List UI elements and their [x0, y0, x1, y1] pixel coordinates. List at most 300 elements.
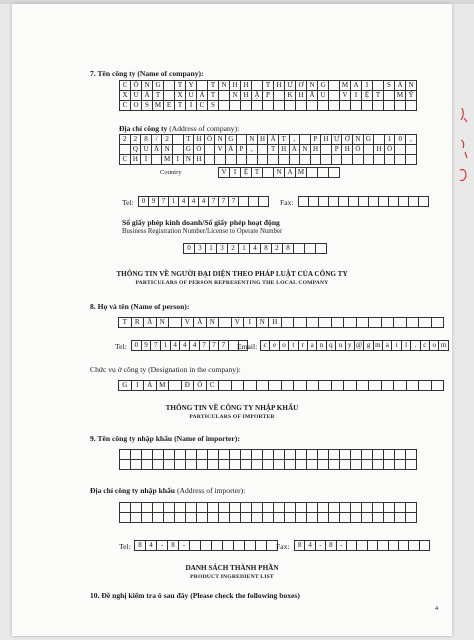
char-box[interactable]: Ậ	[152, 145, 163, 155]
char-box[interactable]	[205, 145, 216, 155]
char-box[interactable]: 4	[199, 197, 209, 207]
char-box[interactable]	[201, 541, 212, 551]
char-box[interactable]	[406, 460, 417, 470]
char-box[interactable]	[319, 197, 329, 207]
char-box[interactable]: 4	[305, 541, 315, 551]
char-box[interactable]	[318, 450, 329, 460]
char-box[interactable]	[296, 503, 307, 513]
char-box[interactable]	[305, 244, 316, 254]
char-box[interactable]: H	[269, 318, 282, 328]
char-box[interactable]	[357, 541, 367, 551]
char-box[interactable]	[344, 381, 357, 391]
char-box[interactable]	[329, 513, 340, 523]
char-box[interactable]: n	[317, 341, 326, 351]
char-box[interactable]	[173, 145, 184, 155]
char-box[interactable]: N	[215, 135, 226, 145]
char-box[interactable]	[153, 460, 164, 470]
char-box[interactable]: H	[279, 145, 290, 155]
char-box[interactable]: S	[384, 81, 395, 91]
char-box[interactable]: Ấ	[268, 135, 279, 145]
char-box[interactable]: 7	[200, 341, 210, 351]
char-box[interactable]: 2	[131, 135, 142, 145]
char-box[interactable]	[384, 503, 395, 513]
char-box[interactable]	[307, 381, 320, 391]
char-box[interactable]	[373, 101, 384, 111]
char-box[interactable]	[230, 460, 241, 470]
char-box[interactable]	[285, 503, 296, 513]
char-box[interactable]	[406, 513, 417, 523]
char-box[interactable]: U	[131, 91, 142, 101]
char-box[interactable]: M	[162, 155, 173, 165]
char-box[interactable]	[219, 91, 230, 101]
char-box[interactable]	[407, 318, 420, 328]
char-box[interactable]: c	[421, 341, 430, 351]
char-box[interactable]: o	[280, 341, 289, 351]
char-box[interactable]: T	[175, 81, 186, 91]
char-box[interactable]	[406, 155, 417, 165]
char-box[interactable]	[385, 155, 396, 165]
char-box[interactable]: Ồ	[385, 145, 396, 155]
char-box[interactable]	[237, 135, 248, 145]
char-box[interactable]: ,	[406, 135, 417, 145]
char-box[interactable]	[351, 513, 362, 523]
char-box[interactable]	[296, 460, 307, 470]
char-box[interactable]: a	[383, 341, 392, 351]
char-box[interactable]: Ố	[353, 145, 364, 155]
char-box[interactable]	[263, 503, 274, 513]
char-box[interactable]: N	[274, 168, 285, 178]
country-field[interactable]	[218, 167, 340, 178]
char-box[interactable]: 7	[151, 341, 161, 351]
char-box[interactable]	[353, 155, 364, 165]
char-box[interactable]	[153, 503, 164, 513]
char-box[interactable]	[186, 513, 197, 523]
char-box[interactable]	[175, 460, 186, 470]
char-box[interactable]	[399, 541, 409, 551]
char-box[interactable]	[186, 460, 197, 470]
char-box[interactable]	[351, 101, 362, 111]
char-box[interactable]: H	[131, 155, 142, 165]
char-box[interactable]: Đ	[182, 381, 195, 391]
char-box[interactable]	[329, 168, 340, 178]
char-box[interactable]	[169, 381, 182, 391]
char-box[interactable]	[379, 197, 389, 207]
char-box[interactable]	[259, 197, 269, 207]
char-box[interactable]: C	[197, 101, 208, 111]
char-box[interactable]: N	[353, 135, 364, 145]
char-box[interactable]	[190, 541, 201, 551]
char-box[interactable]: Ệ	[241, 168, 252, 178]
char-box[interactable]: Ư	[285, 81, 296, 91]
company-fax-field[interactable]	[298, 196, 429, 207]
char-box[interactable]: G	[119, 381, 132, 391]
char-box[interactable]	[419, 381, 432, 391]
char-box[interactable]	[285, 513, 296, 523]
char-box[interactable]	[120, 513, 131, 523]
char-box[interactable]	[357, 381, 370, 391]
char-box[interactable]: 8	[326, 541, 336, 551]
char-box[interactable]	[351, 450, 362, 460]
char-box[interactable]: g	[364, 341, 373, 351]
char-box[interactable]	[329, 503, 340, 513]
char-box[interactable]	[219, 318, 232, 328]
char-box[interactable]: m	[374, 341, 383, 351]
char-box[interactable]: 8	[261, 244, 272, 254]
char-box[interactable]	[230, 450, 241, 460]
char-box[interactable]	[263, 101, 274, 111]
char-box[interactable]	[219, 513, 230, 523]
char-box[interactable]: Ă	[194, 318, 207, 328]
char-box[interactable]: I	[351, 91, 362, 101]
company-tel-field[interactable]	[138, 196, 269, 207]
char-box[interactable]	[219, 450, 230, 460]
char-box[interactable]: 2	[272, 244, 283, 254]
char-box[interactable]: -	[157, 541, 168, 551]
char-box[interactable]: 4	[189, 197, 199, 207]
char-box[interactable]: 4	[179, 197, 189, 207]
char-box[interactable]: H	[374, 145, 385, 155]
char-box[interactable]	[219, 503, 230, 513]
char-box[interactable]	[332, 381, 345, 391]
char-box[interactable]: S	[142, 101, 153, 111]
char-box[interactable]	[349, 197, 359, 207]
char-box[interactable]	[369, 197, 379, 207]
char-box[interactable]	[219, 101, 230, 111]
char-box[interactable]: m	[439, 341, 448, 351]
char-box[interactable]	[120, 145, 131, 155]
char-box[interactable]: Ố	[194, 381, 207, 391]
char-box[interactable]	[256, 541, 267, 551]
char-box[interactable]	[344, 318, 357, 328]
char-box[interactable]: H	[311, 145, 322, 155]
char-box[interactable]: T	[263, 81, 274, 91]
char-box[interactable]: Ệ	[362, 91, 373, 101]
char-box[interactable]: H	[342, 145, 353, 155]
char-box[interactable]: 3	[195, 244, 206, 254]
char-box[interactable]	[120, 503, 131, 513]
char-box[interactable]: N	[406, 81, 417, 91]
char-box[interactable]	[409, 197, 419, 207]
char-box[interactable]: R	[132, 318, 145, 328]
char-box[interactable]: u	[336, 341, 345, 351]
char-box[interactable]: @	[355, 341, 363, 349]
char-box[interactable]	[197, 81, 208, 91]
char-box[interactable]	[384, 91, 395, 101]
char-box[interactable]: 1	[169, 197, 179, 207]
char-box[interactable]: Ấ	[226, 145, 237, 155]
char-box[interactable]	[257, 381, 270, 391]
char-box[interactable]	[131, 450, 142, 460]
char-box[interactable]: .	[411, 341, 420, 351]
char-box[interactable]: H	[321, 135, 332, 145]
char-box[interactable]	[329, 460, 340, 470]
char-box[interactable]: T	[373, 91, 384, 101]
char-box[interactable]: S	[208, 101, 219, 111]
char-box[interactable]	[359, 197, 369, 207]
char-box[interactable]: P	[311, 135, 322, 145]
char-box[interactable]	[329, 450, 340, 460]
char-box[interactable]	[362, 503, 373, 513]
char-box[interactable]	[252, 81, 263, 91]
person-tel-field[interactable]	[131, 340, 248, 351]
char-box[interactable]: I	[186, 101, 197, 111]
char-box[interactable]	[230, 513, 241, 523]
char-box[interactable]: À	[290, 145, 301, 155]
char-box[interactable]	[368, 541, 378, 551]
char-box[interactable]	[307, 460, 318, 470]
char-box[interactable]	[120, 450, 131, 460]
char-box[interactable]: 4	[190, 341, 200, 351]
char-box[interactable]: c	[261, 341, 270, 351]
char-box[interactable]: 2	[120, 135, 131, 145]
char-box[interactable]	[373, 450, 384, 460]
char-box[interactable]: T	[208, 81, 219, 91]
char-box[interactable]	[173, 135, 184, 145]
char-box[interactable]: /	[152, 135, 163, 145]
char-box[interactable]	[329, 101, 340, 111]
char-box[interactable]: G	[226, 135, 237, 145]
char-box[interactable]	[285, 101, 296, 111]
char-box[interactable]	[258, 145, 269, 155]
char-box[interactable]: V	[340, 91, 351, 101]
company-name-grid[interactable]	[119, 80, 417, 111]
char-box[interactable]: 7	[210, 341, 220, 351]
char-box[interactable]	[244, 381, 257, 391]
char-box[interactable]	[234, 541, 245, 551]
char-box[interactable]	[241, 450, 252, 460]
company-address-grid[interactable]	[119, 134, 417, 165]
char-box[interactable]: N	[219, 81, 230, 91]
char-box[interactable]: C	[120, 81, 131, 91]
char-box[interactable]: T	[279, 135, 290, 145]
char-box[interactable]	[432, 318, 445, 328]
char-box[interactable]	[364, 145, 375, 155]
char-box[interactable]: e	[270, 341, 279, 351]
char-box[interactable]	[274, 503, 285, 513]
char-box[interactable]	[282, 318, 295, 328]
char-box[interactable]	[131, 503, 142, 513]
char-box[interactable]	[263, 513, 274, 523]
char-box[interactable]: T	[153, 91, 164, 101]
char-box[interactable]	[362, 101, 373, 111]
char-box[interactable]: K	[285, 91, 296, 101]
char-box[interactable]	[274, 101, 285, 111]
char-box[interactable]	[197, 460, 208, 470]
char-box[interactable]	[399, 197, 409, 207]
char-box[interactable]: 1	[161, 341, 171, 351]
char-box[interactable]: V	[232, 318, 245, 328]
char-box[interactable]	[120, 460, 131, 470]
char-box[interactable]: M	[395, 91, 406, 101]
char-box[interactable]	[362, 450, 373, 460]
char-box[interactable]	[142, 513, 153, 523]
char-box[interactable]	[249, 197, 259, 207]
char-box[interactable]: N	[230, 91, 241, 101]
char-box[interactable]	[395, 513, 406, 523]
char-box[interactable]	[153, 450, 164, 460]
char-box[interactable]: Ẩ	[307, 91, 318, 101]
char-box[interactable]: ,	[247, 145, 258, 155]
char-box[interactable]	[384, 460, 395, 470]
char-box[interactable]: 7	[219, 197, 229, 207]
char-box[interactable]	[318, 460, 329, 470]
char-box[interactable]	[319, 318, 332, 328]
char-box[interactable]	[226, 155, 237, 165]
char-box[interactable]: q	[327, 341, 336, 351]
char-box[interactable]: Ô	[131, 81, 142, 91]
char-box[interactable]: T	[175, 101, 186, 111]
char-box[interactable]	[395, 460, 406, 470]
char-box[interactable]: G	[184, 145, 195, 155]
char-box[interactable]	[268, 155, 279, 165]
char-box[interactable]	[374, 135, 385, 145]
char-box[interactable]	[369, 318, 382, 328]
char-box[interactable]	[290, 155, 301, 165]
char-box[interactable]: P	[332, 145, 343, 155]
char-box[interactable]: O	[131, 101, 142, 111]
char-box[interactable]: M	[157, 381, 170, 391]
char-box[interactable]: -	[316, 541, 326, 551]
char-box[interactable]	[175, 450, 186, 460]
char-box[interactable]	[285, 460, 296, 470]
char-box[interactable]: I	[132, 381, 145, 391]
char-box[interactable]	[340, 460, 351, 470]
char-box[interactable]: 1	[385, 135, 396, 145]
char-box[interactable]: Ỹ	[406, 91, 417, 101]
char-box[interactable]: 8	[283, 244, 294, 254]
char-box[interactable]	[274, 450, 285, 460]
char-box[interactable]	[342, 155, 353, 165]
char-box[interactable]	[285, 450, 296, 460]
char-box[interactable]	[208, 503, 219, 513]
char-box[interactable]: 7	[219, 341, 229, 351]
char-box[interactable]: y	[346, 341, 355, 351]
char-box[interactable]	[409, 541, 419, 551]
char-box[interactable]	[309, 197, 319, 207]
char-box[interactable]: N	[307, 81, 318, 91]
char-box[interactable]	[252, 101, 263, 111]
designation-field[interactable]	[118, 380, 444, 391]
char-box[interactable]	[382, 381, 395, 391]
char-box[interactable]	[258, 155, 269, 165]
char-box[interactable]	[373, 460, 384, 470]
char-box[interactable]: -	[179, 541, 190, 551]
char-box[interactable]	[419, 197, 429, 207]
char-box[interactable]	[296, 450, 307, 460]
char-box[interactable]	[164, 91, 175, 101]
char-box[interactable]: N	[184, 155, 195, 165]
char-box[interactable]	[131, 513, 142, 523]
char-box[interactable]: 4	[146, 541, 157, 551]
char-box[interactable]	[307, 101, 318, 111]
char-box[interactable]	[406, 450, 417, 460]
char-box[interactable]	[274, 460, 285, 470]
char-box[interactable]	[369, 381, 382, 391]
char-box[interactable]	[395, 145, 406, 155]
char-box[interactable]	[164, 503, 175, 513]
char-box[interactable]: X	[175, 91, 186, 101]
char-box[interactable]: H	[274, 81, 285, 91]
char-box[interactable]: 9	[142, 341, 152, 351]
char-box[interactable]	[373, 503, 384, 513]
char-box[interactable]	[197, 503, 208, 513]
char-box[interactable]	[294, 244, 305, 254]
char-box[interactable]: Ả	[395, 81, 406, 91]
char-box[interactable]: G	[153, 81, 164, 91]
char-box[interactable]	[241, 513, 252, 523]
char-box[interactable]	[318, 101, 329, 111]
char-box[interactable]	[357, 318, 370, 328]
char-box[interactable]: ,	[290, 135, 301, 145]
char-box[interactable]	[279, 155, 290, 165]
char-box[interactable]: t	[289, 341, 298, 351]
char-box[interactable]: U	[186, 91, 197, 101]
char-box[interactable]: Ầ	[144, 318, 157, 328]
char-box[interactable]	[175, 503, 186, 513]
char-box[interactable]	[263, 450, 274, 460]
char-box[interactable]	[252, 460, 263, 470]
char-box[interactable]	[395, 101, 406, 111]
char-box[interactable]: 8	[141, 135, 152, 145]
char-box[interactable]: 3	[217, 244, 228, 254]
importer-fax-field[interactable]	[294, 540, 430, 551]
char-box[interactable]	[406, 503, 417, 513]
char-box[interactable]	[406, 145, 417, 155]
char-box[interactable]	[419, 318, 432, 328]
char-box[interactable]	[329, 91, 340, 101]
char-box[interactable]: 7	[209, 197, 219, 207]
char-box[interactable]	[299, 197, 309, 207]
char-box[interactable]	[153, 513, 164, 523]
char-box[interactable]: Ậ	[252, 91, 263, 101]
char-box[interactable]	[406, 101, 417, 111]
char-box[interactable]: Ố	[205, 135, 216, 145]
importer-tel-field[interactable]	[134, 540, 278, 551]
char-box[interactable]	[152, 155, 163, 165]
char-box[interactable]	[164, 81, 175, 91]
char-box[interactable]: H	[241, 81, 252, 91]
char-box[interactable]: M	[296, 168, 307, 178]
char-box[interactable]: Q	[131, 145, 142, 155]
char-box[interactable]: H	[258, 135, 269, 145]
char-box[interactable]	[362, 513, 373, 523]
char-box[interactable]: P	[263, 91, 274, 101]
char-box[interactable]	[307, 168, 318, 178]
char-box[interactable]	[205, 155, 216, 165]
char-box[interactable]: U	[318, 91, 329, 101]
importer-name-grid[interactable]	[119, 449, 417, 470]
char-box[interactable]	[319, 381, 332, 391]
char-box[interactable]	[407, 381, 420, 391]
char-box[interactable]: 8	[135, 541, 146, 551]
char-box[interactable]: C	[120, 155, 131, 165]
char-box[interactable]	[300, 155, 311, 165]
char-box[interactable]	[212, 541, 223, 551]
char-box[interactable]: N	[247, 135, 258, 145]
char-box[interactable]	[219, 460, 230, 470]
char-box[interactable]: V	[215, 145, 226, 155]
char-box[interactable]	[230, 101, 241, 111]
char-box[interactable]	[395, 155, 406, 165]
char-box[interactable]	[232, 381, 245, 391]
char-box[interactable]	[364, 155, 375, 165]
char-box[interactable]	[384, 513, 395, 523]
char-box[interactable]	[164, 450, 175, 460]
char-box[interactable]	[374, 155, 385, 165]
char-box[interactable]	[394, 381, 407, 391]
char-box[interactable]	[294, 318, 307, 328]
char-box[interactable]	[318, 513, 329, 523]
